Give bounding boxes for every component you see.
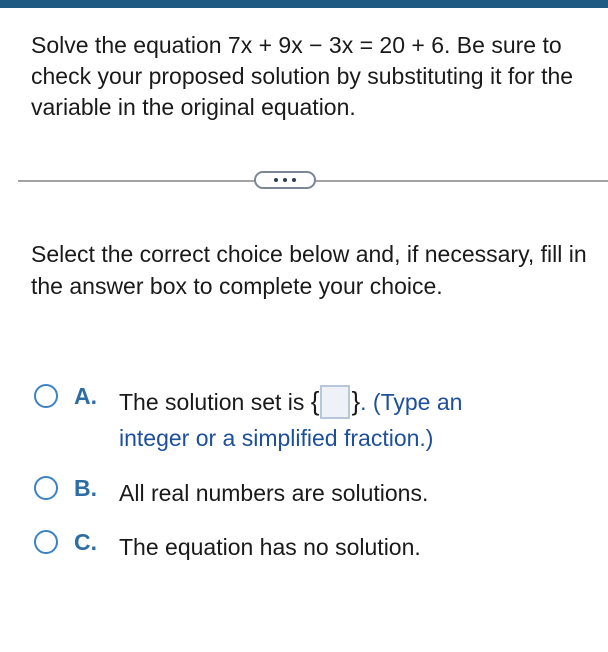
question-text: Solve the equation 7x + 9x − 3x = 20 + 6. Be sure to check your proposed solution by substituting it for the variable in the original equation. (31, 32, 574, 120)
ellipsis-dot-icon (283, 178, 287, 182)
radio-button-c[interactable] (34, 530, 58, 554)
answer-input-box[interactable] (320, 385, 350, 419)
choice-c[interactable] (34, 529, 421, 560)
choice-a-hint-line1: . (Type an (360, 389, 463, 415)
choice-a[interactable] (34, 383, 463, 451)
choice-b[interactable] (34, 475, 429, 506)
radio-button-a[interactable] (34, 384, 58, 408)
choice-a-text (119, 383, 462, 456)
instructions-text: Select the correct choice below and, if necessary, fill in the answer box to complete your choice. (31, 241, 587, 299)
radio-button-b[interactable] (34, 476, 58, 500)
choice-c-text: The equation has no solution. (119, 534, 421, 560)
choice-letter-b: B. (74, 475, 97, 501)
close-brace: } (351, 386, 361, 416)
choice-letter-a: A. (74, 383, 97, 409)
ellipsis-dot-icon (274, 178, 278, 182)
top-bar (0, 0, 608, 8)
choice-a-label: The solution set is (119, 389, 305, 415)
choice-a-hint-line2: integer or a simplified fraction.) (119, 425, 434, 451)
open-brace: { (310, 386, 320, 416)
more-options-button[interactable] (254, 171, 316, 189)
ellipsis-dot-icon (292, 178, 296, 182)
choice-b-text: All real numbers are solutions. (119, 480, 429, 506)
choice-letter-c: C. (74, 529, 97, 555)
